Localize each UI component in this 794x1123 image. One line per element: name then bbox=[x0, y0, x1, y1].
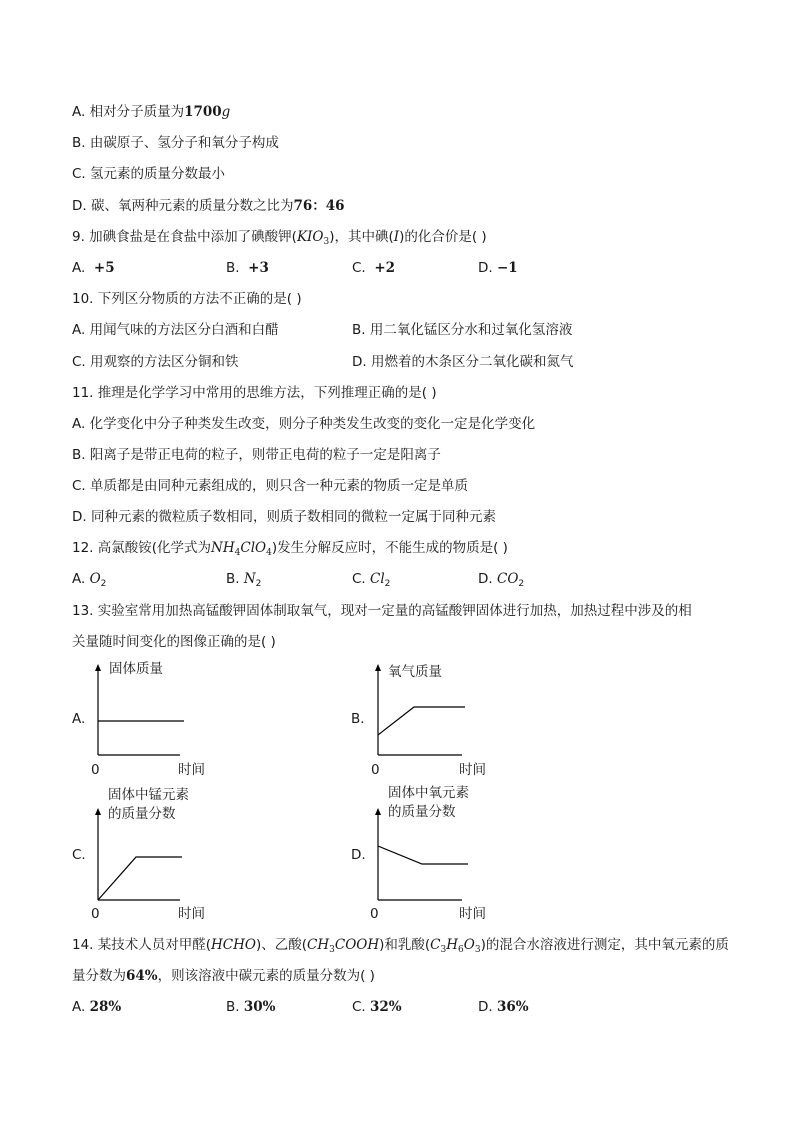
q12-option-d-formula: CO bbox=[496, 571, 519, 587]
q10-option-a: A. 用闻气味的方法区分白酒和白醋 bbox=[72, 322, 279, 338]
q14-f3b: H bbox=[446, 937, 459, 953]
q14-formula-acetic-acid bbox=[307, 937, 379, 953]
q13-graph-b-ylabel: 氧气质量 bbox=[388, 664, 442, 680]
q12-stem-post: )发生分解反应时，不能生成的物质是( ) bbox=[271, 540, 508, 556]
q12-stem-pre: 12. 高氯酸铵(化学式为 bbox=[72, 540, 212, 556]
q9-stem-pre: 9. 加碘食盐是在食盐中添加了碘酸钾( bbox=[72, 229, 297, 245]
q12-formula-a-sub: 4 bbox=[234, 548, 241, 558]
q14-f3c: O bbox=[463, 937, 475, 953]
q8-option-a-text: A. 相对分子质量为 bbox=[72, 104, 185, 120]
q12-option-a-formula: O bbox=[89, 571, 101, 587]
q14-option-b-value: 30% bbox=[243, 999, 276, 1015]
q14-formula-formaldehyde: HCHO bbox=[211, 937, 256, 953]
q14-line2-value: 64% bbox=[126, 968, 158, 984]
q13-graph-d-xlabel: 时间 bbox=[459, 906, 486, 922]
q14-f2b: COOH bbox=[334, 937, 380, 953]
q12-formula-a: NH bbox=[211, 540, 235, 556]
q9-option-a-letter: A. bbox=[72, 260, 86, 276]
q12-option-b-formula: N bbox=[243, 571, 256, 587]
q14-option-d-letter: D. bbox=[478, 999, 493, 1015]
q8-option-d bbox=[72, 197, 345, 215]
q13-graph-d-y-arrow bbox=[375, 808, 381, 815]
q13-graph-b-letter: B. bbox=[351, 711, 365, 727]
q13-graph-d-letter: D. bbox=[351, 847, 366, 863]
q9-option-b bbox=[226, 259, 269, 277]
q9-option-c-value: +2 bbox=[374, 260, 396, 276]
q14-f2a: CH bbox=[307, 937, 330, 953]
q14-f3c-sub: 3 bbox=[474, 945, 481, 955]
q8-option-d-text: D. 碳、氧两种元素的质量分数之比为 bbox=[72, 198, 294, 214]
q14-f3a-sub: 3 bbox=[440, 945, 447, 955]
q13-graph-c-xlabel: 时间 bbox=[178, 906, 205, 922]
q10-option-b: B. 用二氧化锰区分水和过氧化氢溶液 bbox=[352, 322, 573, 338]
q8-option-c: C. 氢元素的质量分数最小 bbox=[72, 166, 226, 182]
q12-formula bbox=[211, 540, 272, 556]
q9-option-d-letter: D. bbox=[478, 260, 493, 276]
q12-option-c-formula: Cl bbox=[370, 571, 385, 587]
q12-option-d-letter: D. bbox=[478, 571, 493, 587]
q13-graph-c-letter: C. bbox=[72, 847, 86, 863]
q12-option-c-letter: C. bbox=[352, 571, 366, 587]
q13-graph-a-letter: A. bbox=[72, 711, 86, 727]
q13-graph-c bbox=[70, 783, 220, 923]
q14-f2a-sub: 3 bbox=[329, 945, 335, 955]
q13-graph-d bbox=[350, 783, 500, 923]
q14-line2-pre: 量分数为 bbox=[72, 968, 126, 984]
q14-option-d bbox=[478, 998, 529, 1016]
q12-option-a-sub: 2 bbox=[100, 579, 107, 589]
q14-option-a-value: 28% bbox=[89, 999, 122, 1015]
q8-option-a-value: 1700 bbox=[184, 104, 222, 120]
q9-option-c bbox=[352, 259, 395, 277]
q12-formula-b-sub: 4 bbox=[266, 548, 272, 558]
q14-f3a: C bbox=[430, 937, 441, 953]
q9-iodine-symbol: I bbox=[393, 229, 400, 245]
q13-graph-c-curve bbox=[98, 857, 182, 900]
q12-option-b-letter: B. bbox=[226, 571, 240, 587]
q13-graph-c-plot bbox=[70, 783, 220, 923]
q8-option-a-unit: g bbox=[221, 104, 231, 120]
q13-graph-b-xlabel: 时间 bbox=[459, 762, 486, 778]
q12-option-b bbox=[226, 570, 261, 593]
q13-graph-c-y-arrow bbox=[95, 808, 101, 815]
q9-option-a-value: +5 bbox=[93, 260, 115, 276]
q13-graph-b bbox=[350, 655, 500, 780]
q10-option-d: D. 用燃着的木条区分二氧化碳和氮气 bbox=[352, 354, 574, 370]
q13-graph-b-origin: 0 bbox=[371, 762, 380, 778]
q11-option-c: C. 单质都是由同种元素组成的，则只含一种元素的物质一定是单质 bbox=[72, 478, 469, 494]
q9-formula bbox=[297, 229, 329, 245]
q14-option-a bbox=[72, 998, 121, 1016]
q14-option-b bbox=[226, 998, 275, 1016]
q12-stem bbox=[72, 539, 508, 562]
q12-formula-b: ClO bbox=[240, 540, 267, 556]
q14-stem-mid-1: )、乙酸( bbox=[255, 937, 308, 953]
q12-option-b-sub: 2 bbox=[255, 579, 262, 589]
q14-option-c-value: 32% bbox=[370, 999, 402, 1015]
q14-stem-mid-2: )和乳酸( bbox=[379, 937, 431, 953]
q13-graph-a bbox=[70, 655, 210, 780]
q12-option-a-letter: A. bbox=[72, 571, 86, 587]
q12-option-d-sub: 2 bbox=[518, 579, 525, 589]
q14-line2-post: ，则该溶液中碳元素的质量分数为( ) bbox=[157, 968, 375, 984]
q9-option-b-value: +3 bbox=[248, 260, 269, 276]
q12-option-d bbox=[478, 570, 524, 593]
q13-graph-d-ylabel-line-2: 的质量分数 bbox=[388, 804, 456, 820]
q13-graph-d-curve bbox=[378, 846, 468, 864]
q14-option-a-letter: A. bbox=[72, 999, 86, 1015]
q9-stem-post: )的化合价是( ) bbox=[399, 229, 487, 245]
q14-option-c bbox=[352, 998, 402, 1016]
q14-stem-line-1 bbox=[72, 936, 729, 959]
q13-graph-a-y-arrow bbox=[95, 664, 101, 671]
q14-stem-line-2 bbox=[72, 967, 375, 985]
q11-option-d: D. 同种元素的微粒质子数相同，则质子数相同的微粒一定属于同种元素 bbox=[72, 509, 496, 525]
q11-stem: 11. 推理是化学学习中常用的思维方法，下列推理正确的是( ) bbox=[72, 385, 437, 401]
q13-graph-c-origin: 0 bbox=[91, 906, 100, 922]
q14-stem-post: )的混合水溶液进行测定，其中氧元素的质 bbox=[480, 937, 729, 953]
q9-option-b-letter: B. bbox=[226, 260, 240, 276]
q13-graph-d-origin: 0 bbox=[370, 906, 379, 922]
q14-option-c-letter: C. bbox=[352, 999, 366, 1015]
q9-formula-sub: 3 bbox=[323, 237, 330, 247]
q14-stem-pre: 14. 某技术人员对甲醛( bbox=[72, 937, 212, 953]
q9-option-d-value: −1 bbox=[496, 260, 518, 276]
q14-f3b-sub: 6 bbox=[458, 945, 464, 955]
q12-option-c bbox=[352, 570, 390, 593]
q13-graph-a-ylabel: 固体质量 bbox=[109, 661, 163, 677]
q13-stem-line-2: 关量随时间变化的图像正确的是( ) bbox=[72, 634, 276, 650]
q13-graph-a-origin: 0 bbox=[91, 762, 100, 778]
q14-option-b-letter: B. bbox=[226, 999, 240, 1015]
q11-option-b: B. 阳离子是带正电荷的粒子，则带正电荷的粒子一定是阳离子 bbox=[72, 447, 441, 463]
q13-graph-c-ylabel-line-1: 固体中锰元素 bbox=[108, 787, 189, 803]
q9-formula-main: KIO bbox=[296, 229, 324, 245]
q14-formula-lactic-acid bbox=[430, 937, 480, 953]
q13-graph-c-ylabel-line-2: 的质量分数 bbox=[108, 806, 176, 822]
q13-graph-b-curve bbox=[378, 707, 465, 735]
q13-graph-b-y-arrow bbox=[375, 664, 381, 671]
q9-option-a bbox=[72, 259, 115, 277]
q14-option-d-value: 36% bbox=[496, 999, 529, 1015]
q8-option-b: B. 由碳原子、氢分子和氧分子构成 bbox=[72, 135, 279, 151]
q11-option-a: A. 化学变化中分子种类发生改变，则分子种类发生改变的变化一定是化学变化 bbox=[72, 416, 536, 432]
q12-option-a bbox=[72, 570, 106, 593]
q9-stem bbox=[72, 228, 487, 251]
q9-option-c-letter: C. bbox=[352, 260, 366, 276]
q13-stem-line-1: 13. 实验室常用加热高锰酸钾固体制取氧气，现对一定量的高锰酸钾固体进行加热，加热过程中涉及的相 bbox=[72, 603, 692, 619]
q8-option-a bbox=[72, 103, 230, 121]
q9-option-d bbox=[478, 259, 518, 277]
q10-option-c: C. 用观察的方法区分铜和铁 bbox=[72, 354, 239, 370]
q12-option-c-sub: 2 bbox=[384, 579, 391, 589]
q8-option-d-value: 76：46 bbox=[293, 198, 345, 214]
q9-stem-mid: )，其中碘( bbox=[329, 229, 394, 245]
q10-stem: 10. 下列区分物质的方法不正确的是( ) bbox=[72, 291, 302, 307]
q13-graph-a-xlabel: 时间 bbox=[178, 762, 205, 778]
q13-graph-d-ylabel-line-1: 固体中氧元素 bbox=[388, 785, 469, 801]
